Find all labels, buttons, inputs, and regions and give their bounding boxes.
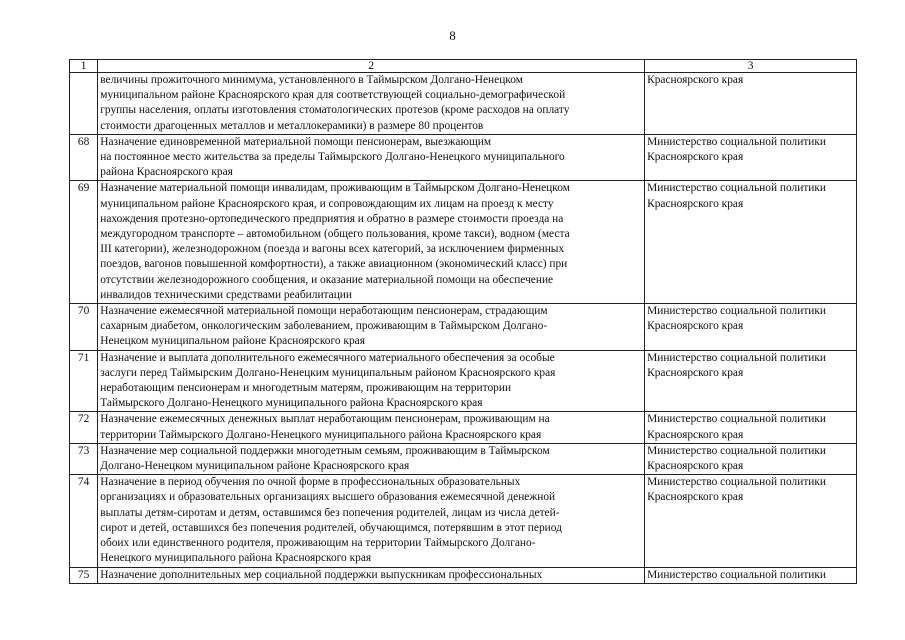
- row-number: 69: [70, 181, 98, 304]
- description-line: сахарным диабетом, онкологическим заболеванием, проживающим в Таймырском Долгано-: [100, 320, 548, 333]
- column-header-service: 2: [98, 60, 645, 73]
- authority-line: Министерство социальной политики: [647, 568, 827, 581]
- table-body: [70, 73, 857, 584]
- description-line: Назначение в период обучения по очной форме в профессиональных образовательных: [100, 476, 521, 489]
- authority-line: Красноярского края: [647, 197, 744, 210]
- table-row: [70, 134, 857, 181]
- row-number: 75: [70, 567, 98, 583]
- table-row: [70, 412, 857, 443]
- authority-line: Министерство социальной политики: [647, 444, 827, 457]
- description-line: междугородном транспорте – автомобильном (общего пользования, кроме такси), водном (места: [100, 228, 570, 241]
- responsible-authority: [645, 73, 857, 135]
- description-line: Назначение и выплата дополнительного ежемесячного материального обеспечения за особые: [100, 351, 555, 364]
- description-line: III категории), железнодорожном (поезда и вагоны всех категорий, за исключением фирменных: [100, 243, 565, 256]
- table-row: [70, 73, 857, 135]
- description-line: Назначение мер социальной поддержки многодетным семьям, проживающим в Таймырском: [100, 444, 550, 457]
- description-line: Долгано-Ненецком муниципальном районе Красноярского края: [100, 460, 410, 473]
- description-line: района Красноярского края: [100, 166, 233, 179]
- row-number: 73: [70, 443, 98, 474]
- description-line: территории Таймырского Долгано-Ненецкого муниципального района Красноярского края: [100, 428, 542, 441]
- table-row: [70, 181, 857, 304]
- description-line: муниципальном районе Красноярского края, и сопровождающим их лицам на проезд к месту: [100, 197, 554, 210]
- row-number: 74: [70, 475, 98, 567]
- service-description: [98, 443, 645, 474]
- authority-line: Министерство социальной политики: [647, 351, 827, 364]
- description-line: величины прожиточного минимума, установленного в Таймырском Долгано-Ненецком: [100, 74, 523, 86]
- description-line: сирот и детей, оставшихся без попечения родителей, обучающимся, потерявшим в этот период: [100, 521, 562, 534]
- authority-line: Красноярского края: [647, 151, 744, 164]
- table-row: [70, 350, 857, 412]
- responsible-authority: [645, 304, 857, 351]
- description-line: Ненецкого муниципального района Красноярского края: [100, 552, 372, 565]
- row-number: 71: [70, 350, 98, 412]
- services-table: [69, 59, 857, 584]
- responsible-authority: [645, 181, 857, 304]
- row-number: 72: [70, 412, 98, 443]
- row-number: 70: [70, 304, 98, 351]
- service-description: [98, 134, 645, 181]
- description-line: неработающим пенсионерам и многодетным матерям, проживающим на территории: [100, 382, 512, 395]
- table-row: [70, 304, 857, 351]
- authority-line: Министерство социальной политики: [647, 135, 827, 148]
- authority-line: Красноярского края: [647, 460, 744, 473]
- authority-line: Министерство социальной политики: [647, 476, 827, 489]
- column-header-number: 1: [70, 60, 98, 73]
- row-number: 68: [70, 134, 98, 181]
- page-number: 8: [449, 28, 456, 43]
- authority-line: Красноярского края: [647, 428, 744, 441]
- description-line: на постоянное место жительства за пределы Таймырского Долгано-Ненецкого муниципального: [100, 151, 565, 164]
- description-line: инвалидов техническими средствами реабилитации: [100, 288, 352, 301]
- responsible-authority: [645, 443, 857, 474]
- authority-line: Красноярского края: [647, 366, 744, 379]
- description-line: стоимости драгоценных металлов и металлокерамики) в размере 80 процентов: [100, 119, 484, 132]
- responsible-authority: [645, 475, 857, 567]
- column-header-authority: 3: [645, 60, 857, 73]
- description-line: Назначение ежемесячных денежных выплат неработающим пенсионерам, проживающим на: [100, 413, 550, 426]
- service-description: [98, 412, 645, 443]
- authority-line: Красноярского края: [647, 74, 744, 86]
- responsible-authority: [645, 567, 857, 583]
- description-line: нахождения протезно-ортопедического предприятия и обратно в размере стоимости проезда на: [100, 212, 564, 225]
- description-line: Ненецком муниципальном районе Красноярского края: [100, 335, 365, 348]
- description-line: обоих или единственного родителя, проживающим на территории Таймырского Долгано-: [100, 537, 536, 550]
- description-line: Назначение дополнительных мер социальной поддержки выпускникам профессиональных: [100, 568, 543, 581]
- description-line: заслуги перед Таймырским Долгано-Ненецким муниципальным районом Красноярского края: [100, 366, 556, 379]
- description-line: организациях и образовательных организациях высшего образования ежемесячной денежной: [100, 491, 556, 504]
- row-number: [70, 73, 98, 135]
- description-line: Назначение ежемесячной материальной помощи неработающим пенсионерам, страдающим: [100, 305, 548, 318]
- service-description: [98, 475, 645, 567]
- description-line: муниципальном районе Красноярского края для соответствующей социально-демографической: [100, 89, 566, 102]
- responsible-authority: [645, 412, 857, 443]
- authority-line: Красноярского края: [647, 491, 744, 504]
- authority-line: Министерство социальной политики: [647, 413, 827, 426]
- description-line: группы населения, оплаты изготовления стоматологических протезов (кроме расходов на оплату: [100, 104, 570, 117]
- responsible-authority: [645, 134, 857, 181]
- service-description: [98, 181, 645, 304]
- authority-line: Министерство социальной политики: [647, 305, 827, 318]
- description-line: Назначение материальной помощи инвалидам, проживающим в Таймырском Долгано-Ненецком: [100, 182, 570, 195]
- table-row: [70, 443, 857, 474]
- description-line: выплаты детям-сиротам и детям, оставшимся без попечения родителей, лицам из числа детей-: [100, 506, 560, 519]
- service-description: [98, 350, 645, 412]
- authority-line: Красноярского края: [647, 320, 744, 333]
- description-line: Назначение единовременной материальной помощи пенсионерам, выезжающим: [100, 135, 492, 148]
- description-line: отсутствии железнодорожного сообщения, и оказание материальной помощи на обеспечение: [100, 273, 554, 286]
- table-row: [70, 567, 857, 583]
- authority-line: Министерство социальной политики: [647, 182, 827, 195]
- description-line: поездов, вагонов повышенной комфортности), а также авиационном (экономический класс) при: [100, 258, 568, 271]
- description-line: Таймырского Долгано-Ненецкого муниципального района Красноярского края: [100, 397, 483, 410]
- table-header-row: [70, 60, 857, 73]
- table-row: [70, 475, 857, 567]
- responsible-authority: [645, 350, 857, 412]
- service-description: [98, 73, 645, 135]
- service-description: [98, 567, 645, 583]
- service-description: [98, 304, 645, 351]
